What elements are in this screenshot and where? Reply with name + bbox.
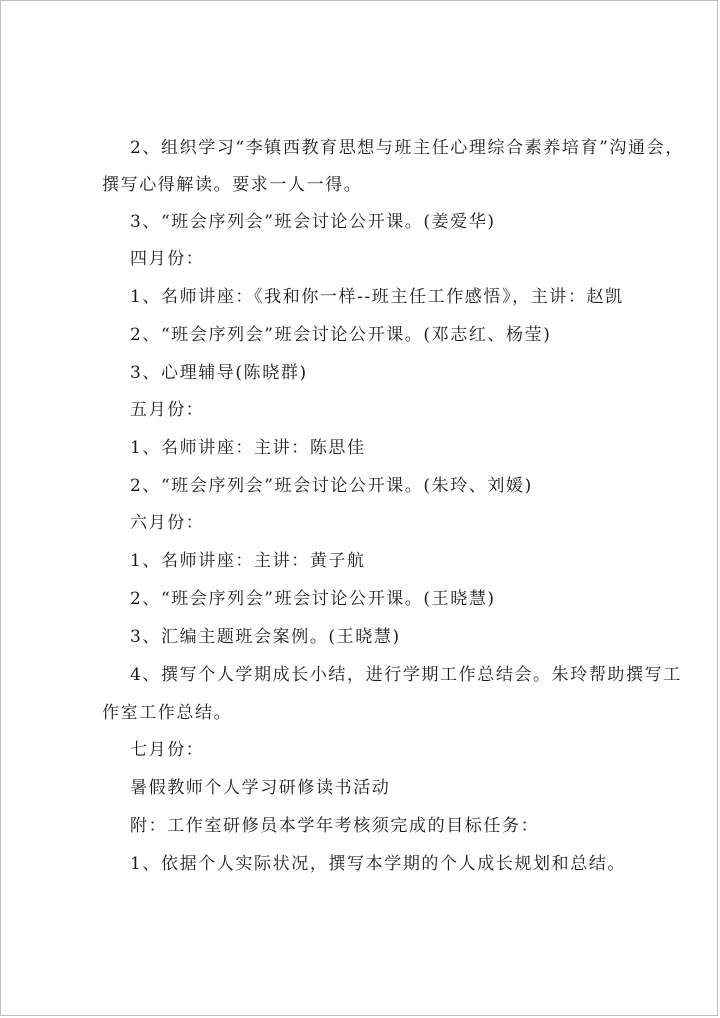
section-heading-may: 五月份：	[130, 400, 205, 420]
section-heading-april: 四月份：	[130, 249, 205, 269]
text-line: 3、“班会序列会”班会讨论公开课。(姜爱华)	[130, 212, 496, 232]
text-line: 撰写心得解读。要求一人一得。	[102, 175, 363, 195]
text-line: 1、名师讲座：《我和你一样--班主任工作感悟》，主讲：赵凯	[130, 287, 624, 307]
text-line: 1、名师讲座：主讲：黄子航	[130, 551, 366, 571]
text-line: 作室工作总结。	[102, 703, 233, 723]
text-line: 1、依据个人实际状况，撰写本学期的个人成长规划和总结。	[130, 854, 627, 874]
text-line: 4、撰写个人学期成长小结，进行学期工作总结会。朱玲帮助撰写工	[130, 665, 682, 685]
section-heading-july: 七月份：	[130, 740, 205, 760]
text-line: 2、“班会序列会”班会讨论公开课。(邓志红、杨莹)	[130, 325, 552, 345]
section-heading-june: 六月份：	[130, 513, 205, 533]
text-line: 3、心理辅导(陈晓群)	[130, 363, 308, 383]
text-line: 2、“班会序列会”班会讨论公开课。(王晓慧)	[130, 589, 496, 609]
text-line: 1、名师讲座：主讲：陈思佳	[130, 438, 366, 458]
text-line: 3、汇编主题班会案例。(王晓慧)	[130, 627, 401, 647]
appendix-heading: 附：工作室研修员本学年考核须完成的目标任务：	[130, 816, 540, 836]
text-line: 2、“班会序列会”班会讨论公开课。(朱玲、刘媛)	[130, 476, 533, 496]
text-line: 2、组织学习“李镇西教育思想与班主任心理综合素养培育”沟通会，	[130, 138, 684, 158]
text-line: 暑假教师个人学习研修读书活动	[130, 778, 391, 798]
